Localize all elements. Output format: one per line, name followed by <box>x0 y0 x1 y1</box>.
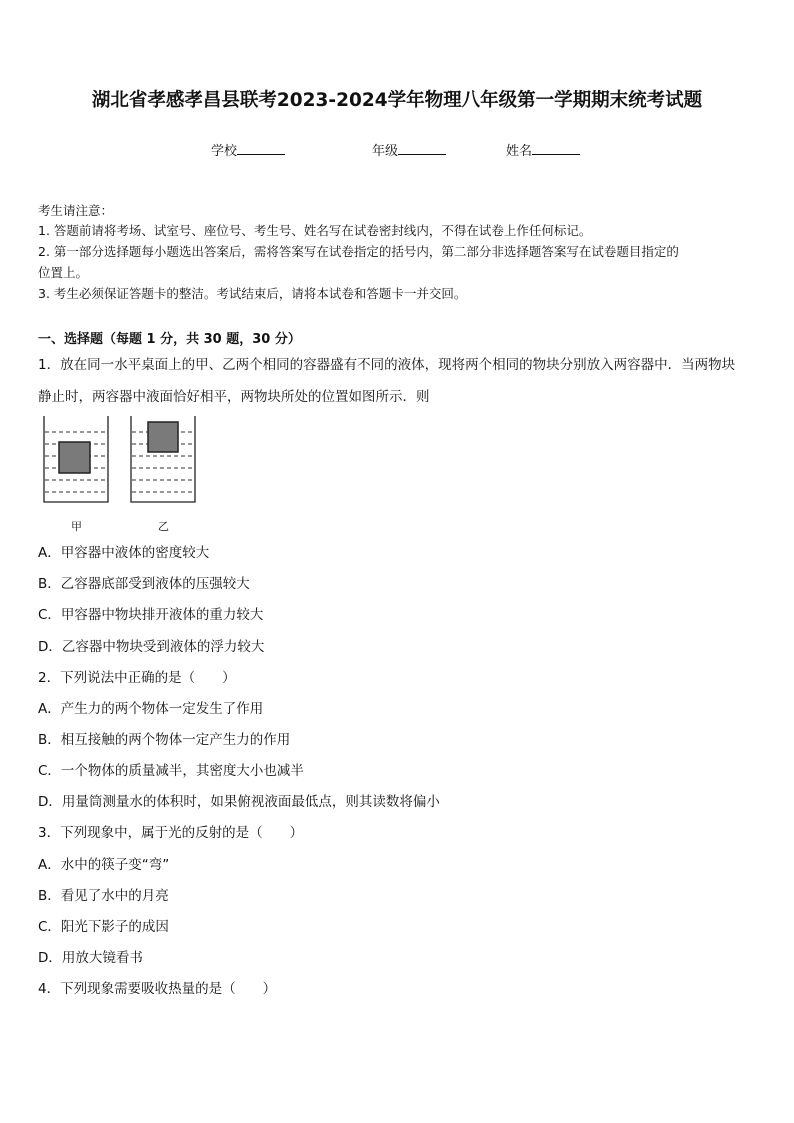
q2-option-b: B．相互接触的两个物体一定产生力的作用 <box>38 732 291 748</box>
name-label: 姓名 <box>506 144 533 159</box>
section-title: 一、选择题（每题 1 分，共 30 题，30 分） <box>38 332 301 347</box>
container-b <box>131 416 195 502</box>
grade-field <box>372 140 446 159</box>
school-label: 学校 <box>211 144 238 159</box>
q3-option-d: D．用放大镜看书 <box>38 950 143 966</box>
q2-option-c: C．一个物体的质量减半，其密度大小也减半 <box>38 763 304 779</box>
notice-item-1: 1. 答题前请将考场、试室号、座位号、考生号、姓名写在试卷密封线内，不得在试卷上作任何标记。 <box>38 223 592 238</box>
grade-label: 年级 <box>372 144 399 159</box>
q1-stem-line1: 1．放在同一水平桌面上的甲、乙两个相同的容器盛有不同的液体，现将两个相同的物块分别放入两容器中．当两物块 <box>38 357 736 373</box>
grade-blank <box>398 142 446 155</box>
q3-option-c: C．阳光下影子的成因 <box>38 919 169 935</box>
q1-option-c: C．甲容器中物块排开液体的重力较大 <box>38 607 264 623</box>
q3-option-b: B．看见了水中的月亮 <box>38 888 169 904</box>
q2-stem: 2．下列说法中正确的是（ ） <box>38 670 236 686</box>
page-title: 湖北省孝感孝昌县联考2023-2024学年物理八年级第一学期期末统考试题 <box>91 90 703 111</box>
q3-stem: 3．下列现象中，属于光的反射的是（ ） <box>38 825 304 841</box>
q1-stem-line2: 静止时，两容器中液面恰好相平，两物块所处的位置如图所示．则 <box>38 389 430 405</box>
q1-figure <box>38 410 208 535</box>
q3-option-a: A．水中的筷子变“弯” <box>38 857 170 873</box>
container-a <box>44 416 108 502</box>
figure-label-b: 乙 <box>158 520 169 533</box>
school-field <box>211 140 285 159</box>
q4-stem: 4．下列现象需要吸收热量的是（ ） <box>38 981 277 997</box>
q1-option-a: A．甲容器中液体的密度较大 <box>38 545 210 561</box>
figure-label-a: 甲 <box>71 520 82 533</box>
containers-diagram <box>38 410 208 515</box>
q1-option-b: B．乙容器底部受到液体的压强较大 <box>38 576 250 592</box>
notice-item-2: 2. 第一部分选择题每小题选出答案后，需将答案写在试卷指定的括号内，第二部分非选择题答案写在试卷题目指定的 <box>38 244 679 259</box>
block-a <box>59 442 90 473</box>
q2-option-a: A．产生力的两个物体一定发生了作用 <box>38 701 264 717</box>
notice-heading: 考生请注意： <box>38 203 114 218</box>
q2-option-d: D．用量筒测量水的体积时，如果俯视液面最低点，则其读数将偏小 <box>38 794 440 810</box>
name-field <box>506 140 580 159</box>
name-blank <box>532 142 580 155</box>
q1-option-d: D．乙容器中物块受到液体的浮力较大 <box>38 639 265 655</box>
block-b <box>148 422 178 452</box>
school-blank <box>237 142 285 155</box>
notice-item-3: 3. 考生必须保证答题卡的整洁。考试结束后，请将本试卷和答题卡一并交回。 <box>38 286 467 301</box>
notice-item-2-cont: 位置上。 <box>38 265 89 280</box>
